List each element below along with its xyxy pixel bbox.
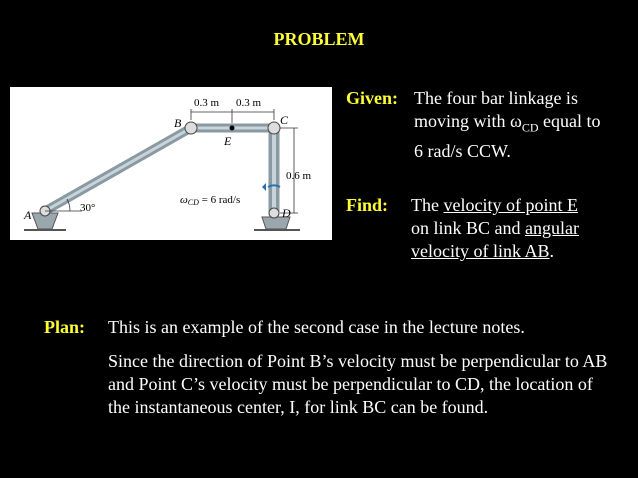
label-angle: 30° [80, 202, 96, 214]
find-section [346, 194, 636, 266]
joint-b [185, 122, 197, 134]
find-label: Find: [346, 195, 389, 215]
joint-d [269, 208, 279, 218]
dim-0.3m-right: 0.3 m [236, 97, 262, 109]
label-c: C [280, 113, 289, 127]
given-line-2: moving with $\omega_{CD}$ equal to [414, 111, 601, 135]
find-line-2: on link BC and angular [411, 218, 579, 238]
given-line-3: 6 rad/s CCW. [414, 140, 511, 161]
label-e: E [224, 134, 232, 148]
label-a: A [24, 208, 32, 222]
find-line-1: The velocity of point E [411, 195, 578, 215]
dim-0.3m-left: 0.3 m [194, 97, 220, 109]
given-line-1: The four bar linkage is [414, 88, 578, 108]
page-title: PROBLEM [273, 29, 365, 49]
ground-support-d [254, 217, 300, 230]
find-line-3: velocity of link AB. [411, 241, 554, 261]
linkage-diagram [10, 87, 332, 240]
linkage-figure [10, 87, 332, 240]
label-b: B [174, 116, 182, 130]
joint-c [268, 122, 280, 134]
label-d: D [282, 206, 291, 220]
plan-paragraph: Since the direction of Point B’s velocity must be perpendicular to AB and Point C’s velocity must be perpendicular to CD, the location of the instantaneous center, I, for link BC can be found. [108, 351, 608, 417]
dim-0.6m: 0.6 m [286, 170, 312, 182]
omega-label: ωCD = 6 rad/s [180, 194, 241, 207]
given-label: Given: [346, 88, 398, 108]
point-e-marker [230, 126, 235, 131]
plan-line-1: This is an example of the second case in the lecture notes. [108, 317, 525, 337]
given-section [346, 87, 636, 159]
plan-label: Plan: [44, 317, 86, 337]
